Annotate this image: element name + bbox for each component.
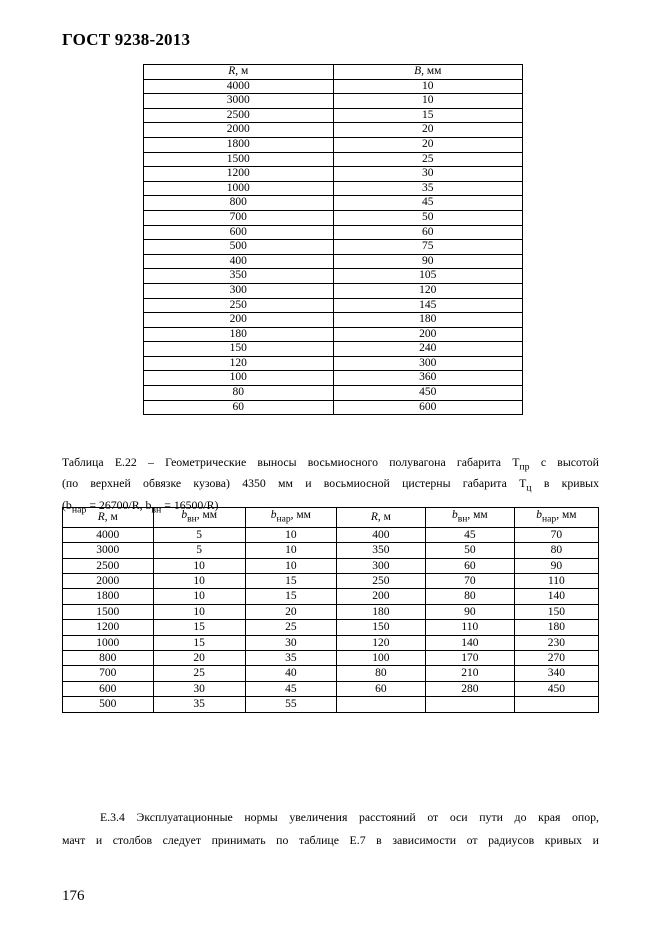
table-cell: [514, 697, 598, 712]
table-cell: 400: [144, 254, 334, 269]
paragraph-line-2: мачт и столбов следует принимать по таблице Е.7 в зависимости от радиусов кривых и: [62, 833, 599, 847]
table-row: [144, 167, 523, 182]
table-cell: 50: [425, 543, 514, 558]
table-cell: 350: [336, 543, 425, 558]
table-row: [63, 635, 599, 650]
table-cell: 80: [425, 589, 514, 604]
table-cell: 210: [425, 666, 514, 681]
table-cell: 10: [153, 558, 245, 573]
table-cell: 25: [153, 666, 245, 681]
table-cell: 3000: [63, 543, 154, 558]
table-cell: 2500: [144, 108, 334, 123]
table-e22: [62, 507, 599, 713]
table-cell: 2000: [144, 123, 334, 138]
table-row: [144, 356, 523, 371]
table-cell: 280: [425, 681, 514, 696]
table-cell: 50: [333, 210, 523, 225]
table-cell: 60: [425, 558, 514, 573]
column-header-radius: R, м: [336, 508, 425, 528]
table-cell: 20: [153, 650, 245, 665]
table-row: [63, 650, 599, 665]
table-cell: 800: [144, 196, 334, 211]
table-cell: 600: [144, 225, 334, 240]
table-row: [63, 543, 599, 558]
table-cell: 20: [333, 123, 523, 138]
table-cell: 20: [333, 137, 523, 152]
table-cell: 200: [144, 313, 334, 328]
table-cell: 20: [245, 604, 336, 619]
table-cell: 240: [333, 342, 523, 357]
table-cell: 1500: [63, 604, 154, 619]
table-cell: 60: [333, 225, 523, 240]
table-cell: 300: [336, 558, 425, 573]
table-cell: 75: [333, 240, 523, 255]
table-cell: 10: [245, 543, 336, 558]
table-cell: 700: [63, 666, 154, 681]
table-cell: 60: [336, 681, 425, 696]
table-row: [144, 94, 523, 109]
table-cell: 180: [333, 313, 523, 328]
radius-offset-table: [143, 64, 523, 415]
column-header-offset: B, мм: [333, 65, 523, 80]
table-cell: 5: [153, 543, 245, 558]
table-cell: 500: [63, 697, 154, 712]
table-cell: 180: [144, 327, 334, 342]
table-cell: 300: [144, 283, 334, 298]
table-cell: 450: [514, 681, 598, 696]
table-row: [144, 386, 523, 401]
table-row: [144, 137, 523, 152]
table-row: [144, 79, 523, 94]
table-cell: 10: [333, 79, 523, 94]
table-cell: 70: [514, 527, 598, 542]
table-cell: 25: [245, 620, 336, 635]
table-row: [144, 327, 523, 342]
table-cell: 2500: [63, 558, 154, 573]
table-cell: 350: [144, 269, 334, 284]
table-cell: 35: [245, 650, 336, 665]
table-header-row: [63, 508, 599, 528]
column-header-b-outer: $b_{нар}$, мм: [514, 508, 598, 528]
table-cell: 150: [144, 342, 334, 357]
table-cell: 600: [333, 400, 523, 415]
table-cell: 120: [144, 356, 334, 371]
table-cell: [425, 697, 514, 712]
table-cell: 150: [514, 604, 598, 619]
table-cell: 55: [245, 697, 336, 712]
table-cell: 30: [245, 635, 336, 650]
table-cell: 70: [425, 573, 514, 588]
table-row: [63, 666, 599, 681]
table-cell: 40: [245, 666, 336, 681]
table-row: [144, 298, 523, 313]
table-cell: 45: [245, 681, 336, 696]
table-cell: 90: [333, 254, 523, 269]
table-cell: 10: [245, 527, 336, 542]
table-cell: 600: [63, 681, 154, 696]
table-row: [144, 313, 523, 328]
table-cell: 10: [245, 558, 336, 573]
table-row: [63, 681, 599, 696]
table-cell: 80: [144, 386, 334, 401]
table-cell: 250: [336, 573, 425, 588]
table-cell: 90: [514, 558, 598, 573]
table-cell: 250: [144, 298, 334, 313]
table-cell: 90: [425, 604, 514, 619]
table-cell: 80: [514, 543, 598, 558]
table-cell: 80: [336, 666, 425, 681]
table-header-row: [144, 65, 523, 80]
table-cell: 1000: [63, 635, 154, 650]
table-cell: 110: [514, 573, 598, 588]
table-row: [144, 152, 523, 167]
table-cell: 15: [153, 635, 245, 650]
table-row: [144, 269, 523, 284]
table-row: [144, 108, 523, 123]
column-header-b-inner: $b_{вн}$, мм: [425, 508, 514, 528]
table-row: [144, 225, 523, 240]
table-cell: [336, 697, 425, 712]
table-cell: 4000: [63, 527, 154, 542]
table-cell: 1800: [144, 137, 334, 152]
table-row: [144, 283, 523, 298]
paragraph-line-1: Е.3.4 Эксплуатационные нормы увеличения расстояний от оси пути до края опор,: [100, 810, 599, 824]
table-cell: 120: [336, 635, 425, 650]
table-row: [63, 558, 599, 573]
table-row: [63, 620, 599, 635]
table-cell: 120: [333, 283, 523, 298]
table-cell: 500: [144, 240, 334, 255]
table-cell: 100: [144, 371, 334, 386]
page-number: 176: [62, 888, 85, 904]
table-cell: 15: [245, 573, 336, 588]
table-cell: 450: [333, 386, 523, 401]
table-cell: 700: [144, 210, 334, 225]
table-row: [144, 210, 523, 225]
table-cell: 45: [425, 527, 514, 542]
table-cell: 3000: [144, 94, 334, 109]
table-cell: 25: [333, 152, 523, 167]
table-cell: 340: [514, 666, 598, 681]
table-cell: 15: [333, 108, 523, 123]
table-row: [144, 371, 523, 386]
table-caption: Таблица Е.22 – Геометрические выносы восьмиосного полувагона габарита $Т_{пр}$ с высотой (по верхней обвязке кузова) 4350 мм и восьмиосной цистерны габарита $Т_ц$ в кривых ($b_{нар} = 26700/R$, $b_{вн} = 16500/R$): [62, 455, 599, 516]
table-row: [144, 123, 523, 138]
table-cell: 2000: [63, 573, 154, 588]
table-cell: 200: [336, 589, 425, 604]
table-row: [63, 589, 599, 604]
table-row: [144, 240, 523, 255]
column-header-b-inner: $b_{вн}$, мм: [153, 508, 245, 528]
column-header-b-outer: $b_{нар}$, мм: [245, 508, 336, 528]
table-cell: 100: [336, 650, 425, 665]
table-cell: 1200: [144, 167, 334, 182]
table-cell: 4000: [144, 79, 334, 94]
table-cell: 200: [333, 327, 523, 342]
table-cell: 180: [336, 604, 425, 619]
table-cell: 10: [153, 573, 245, 588]
table-row: [63, 527, 599, 542]
table-row: [63, 697, 599, 712]
table-cell: 1000: [144, 181, 334, 196]
table-cell: 800: [63, 650, 154, 665]
table-cell: 1800: [63, 589, 154, 604]
table-row: [144, 254, 523, 269]
table-cell: 45: [333, 196, 523, 211]
table-cell: 15: [245, 589, 336, 604]
table-cell: 140: [514, 589, 598, 604]
table-cell: 140: [425, 635, 514, 650]
table-cell: 30: [333, 167, 523, 182]
table-cell: 300: [333, 356, 523, 371]
table-cell: 170: [425, 650, 514, 665]
table-cell: 35: [153, 697, 245, 712]
table-cell: 1200: [63, 620, 154, 635]
table-cell: 5: [153, 527, 245, 542]
table-cell: 60: [144, 400, 334, 415]
table-cell: 270: [514, 650, 598, 665]
table-cell: 360: [333, 371, 523, 386]
table-row: [63, 573, 599, 588]
table-cell: 15: [153, 620, 245, 635]
table-row: [144, 342, 523, 357]
table-cell: 230: [514, 635, 598, 650]
document-header: ГОСТ 9238-2013: [62, 30, 191, 49]
table-cell: 30: [153, 681, 245, 696]
column-header-radius: R, м: [63, 508, 154, 528]
table-row: [63, 604, 599, 619]
table-cell: 10: [153, 589, 245, 604]
table-row: [144, 196, 523, 211]
table-row: [144, 181, 523, 196]
table-cell: 145: [333, 298, 523, 313]
column-header-radius: R, м: [144, 65, 334, 80]
table-cell: 110: [425, 620, 514, 635]
table-cell: 105: [333, 269, 523, 284]
table-cell: 150: [336, 620, 425, 635]
table-cell: 10: [153, 604, 245, 619]
table-cell: 180: [514, 620, 598, 635]
table-cell: 35: [333, 181, 523, 196]
table-row: [144, 400, 523, 415]
table-cell: 400: [336, 527, 425, 542]
table-cell: 10: [333, 94, 523, 109]
table-cell: 1500: [144, 152, 334, 167]
